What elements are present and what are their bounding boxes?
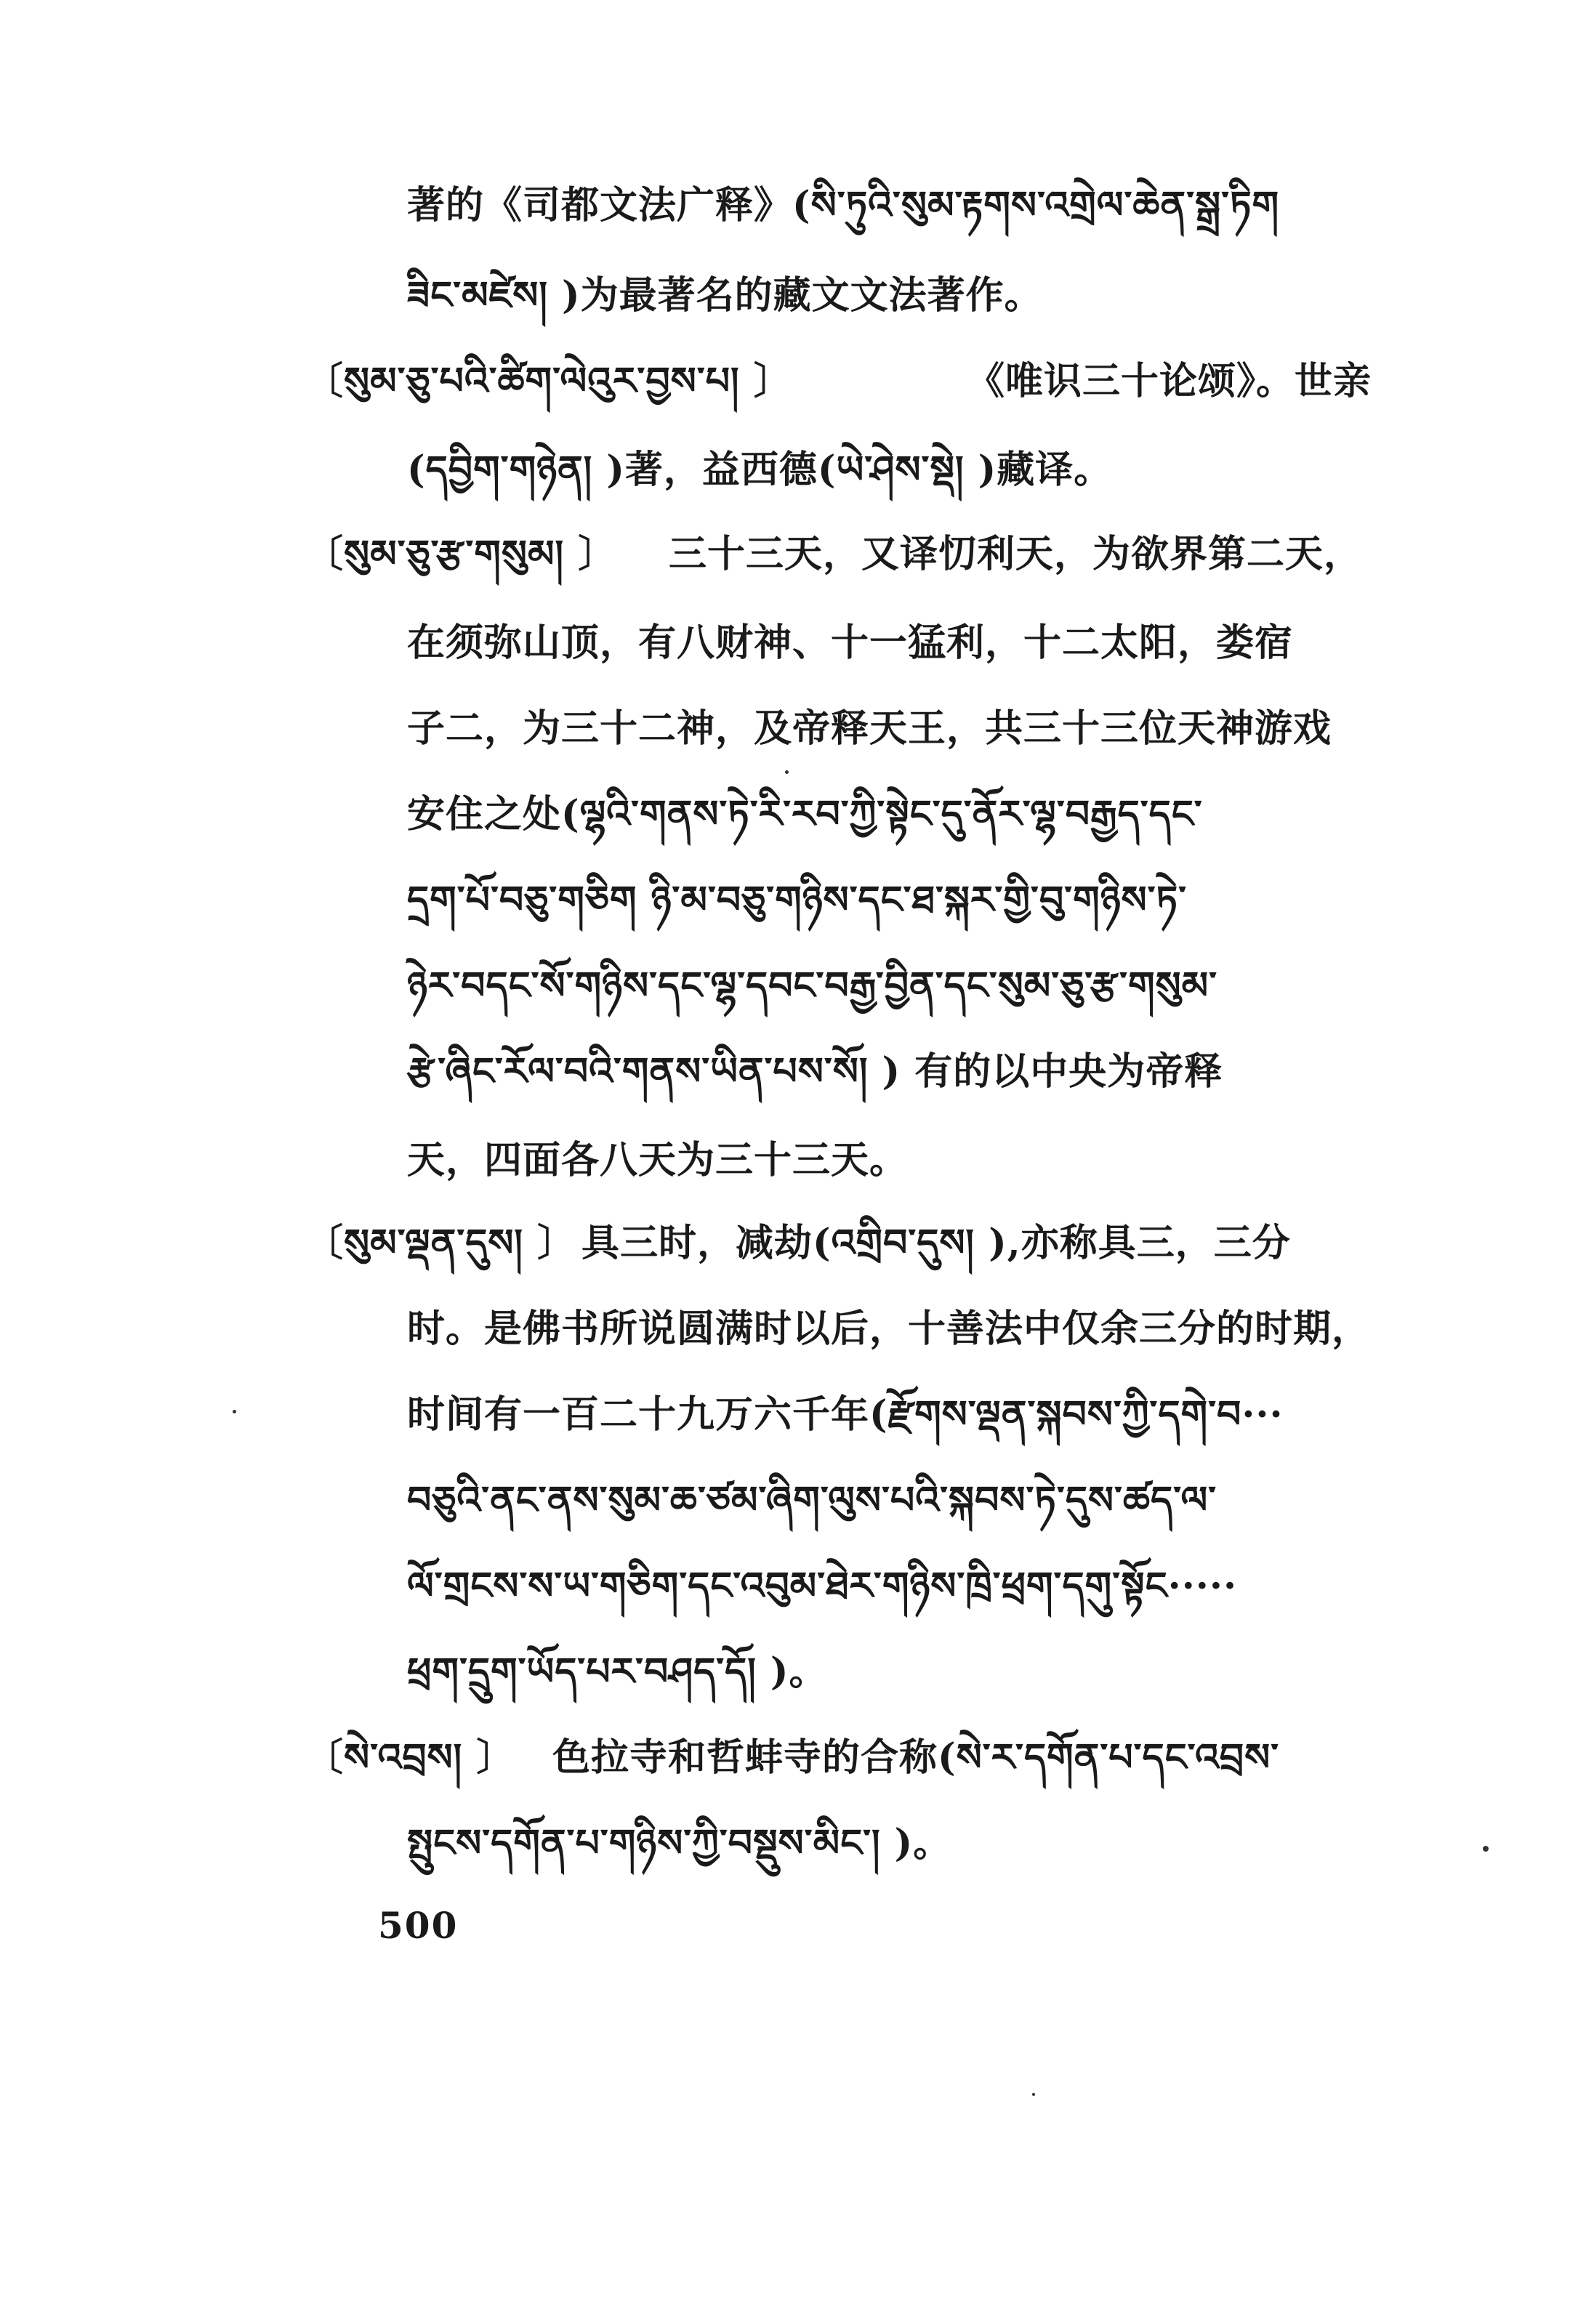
entry-line: 在须弥山顶，有八财神、十一猛利，十二太阳，娄宿 xyxy=(407,621,1294,665)
scan-speck xyxy=(785,770,789,774)
entry-line: བཅུའི་ནང་ནས་སུམ་ཆ་ཙམ་ཞིག་ལུས་པའི་སྐབས་ཏེ་དུས་ཚད་ལ་ xyxy=(407,1478,1217,1522)
entry-line: 天，四面各八天为三十三天。 xyxy=(407,1138,909,1182)
entry-line: (དབྱིག་གཉེན། )著，益西德(ཡེ་ཤེས་སྡེ། )藏译。 xyxy=(407,448,1113,492)
scan-speck xyxy=(233,1410,236,1413)
entry-line: 时间有一百二十九万六千年(རྫོགས་ལྡན་སྐབས་ཀྱི་དགེ་བ··· xyxy=(407,1392,1284,1437)
entry-line: སྤུངས་དགོན་པ་གཉིས་ཀྱི་བསྡུས་མིང་། )。 xyxy=(407,1821,952,1865)
entry-line: 色拉寺和哲蚌寺的合称(སེ་ར་དགོན་པ་དང་འབྲས་ xyxy=(552,1735,1280,1780)
entry-line: དྲག་པོ་བཅུ་གཅིག ཉི་མ་བཅུ་གཉིས་དང་ཐ་སྐར་གྱི་བུ་གཉིས་ཏེ་ xyxy=(407,878,1188,922)
entry-line: 具三时，减劫(འགྲིབ་དུས། ),亦称具三，三分 xyxy=(581,1221,1291,1265)
entry-headword: 〔སུམ་ཅུ་པའི་ཚིག་ལེའུར་བྱས་པ། 〕 xyxy=(305,359,792,403)
entry-line: ཕྲག་དྲུག་ཡོད་པར་བཤད་དོ། )。 xyxy=(407,1650,828,1694)
entry-line: 子二，为三十二神，及帝释天王，共三十三位天神游戏 xyxy=(407,706,1332,751)
entry-line: 三十三天，又译忉利天，为欲界第二天， xyxy=(669,532,1363,576)
page-number: 500 xyxy=(378,1904,459,1947)
entry-line: ལོ་གྲངས་ས་ཡ་གཅིག་དང་འབུམ་ཐེར་གཉིས་ཁྲི་ཕྲག་དགུ་སྟོང····· xyxy=(407,1564,1238,1608)
entry-line: རྩེ་ཞིང་རོལ་བའི་གནས་ཡིན་པས་སོ། ) 有的以中央为帝释 xyxy=(407,1049,1223,1094)
entry-headword: 〔སུམ་ཅུ་རྩ་གསུམ། 〕 xyxy=(305,532,617,576)
scan-speck xyxy=(1483,1846,1489,1852)
entry-headword: 〔སུམ་ལྡན་དུས། 〕 xyxy=(305,1221,576,1265)
scan-speck xyxy=(1032,2093,1035,2096)
entry-line: ཉེར་བདང་སོ་གཉིས་དང་ལྷ་དབང་བརྒྱ་བྱིན་དང་སུམ་ཅུ་རྩ་གསུམ་ xyxy=(407,964,1218,1008)
entry-line: 时。是佛书所说圆满时以后，十善法中仅余三分的时期， xyxy=(407,1307,1371,1351)
entry-line: 《唯识三十论颂》。世亲 xyxy=(967,359,1372,403)
entry-line: ཟིང་མཛེས། )为最著名的藏文文法著作。 xyxy=(407,273,1043,318)
entry-headword: 〔སེ་འབྲས། 〕 xyxy=(305,1735,515,1780)
entry-line: 著的《司都文法广释》(སི་ཏུའི་སུམ་རྟགས་འགྲེལ་ཆེན་སྒྲ་ཏིག xyxy=(407,183,1280,227)
entry-line: 安住之处(ལྷའི་གནས་ཏེ་རི་རབ་ཀྱི་སྟེང་དུ་ནོར་ལྷ་བརྒྱད་དང་ xyxy=(407,792,1203,836)
